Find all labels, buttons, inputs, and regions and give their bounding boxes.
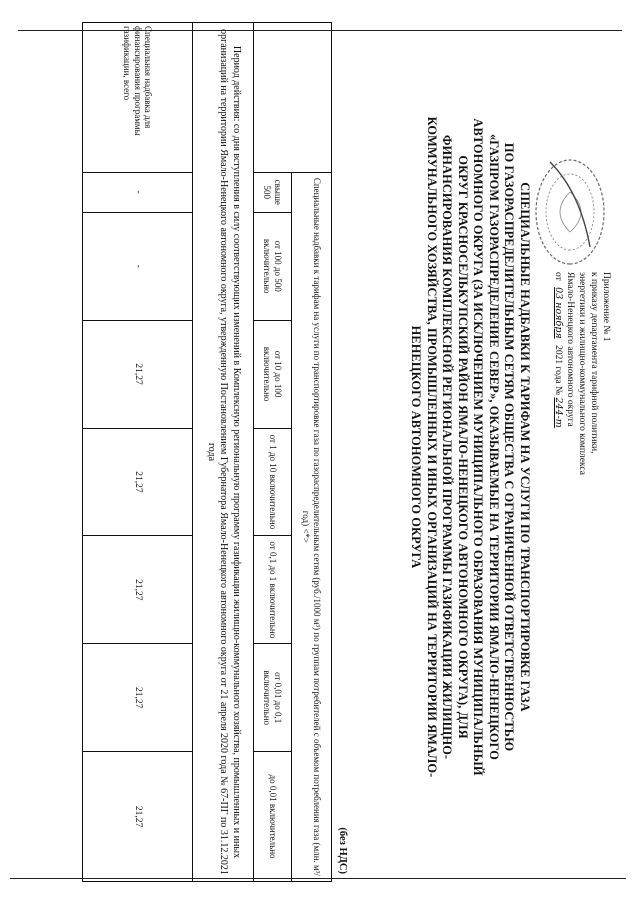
rotated-document-page	[20, 12, 620, 892]
vat-note: (без НДС)	[337, 827, 348, 874]
title-line: НЕНЕЦКОГО АВТОНОМНОГО ОКРУГА	[409, 325, 424, 569]
group-header: до 0,01 включительно	[254, 752, 292, 882]
table-header-main: Специальные надбавки к тарифам на услуги по транспортировке газа по газораспределительным сетям (руб./1000 м³) по группам потребителей с объемом потребления газа (млн. м³/год) <*>	[292, 172, 332, 881]
date-prefix: от	[553, 272, 563, 281]
table-cell: -	[83, 172, 193, 212]
group-header: от 10 до 100 включительно	[254, 320, 292, 428]
appendix-block	[552, 272, 612, 602]
appendix-line: энергетики и жилищно-коммунального комплекса	[577, 272, 587, 475]
table-cell: 21,27	[83, 752, 193, 882]
appendix-line: к приказу департамента тарифной политики,	[589, 272, 599, 454]
document-title	[408, 42, 532, 852]
title-line: ОКРУГ КРАСНОСЕЛЬКУПСКИЙ РАЙОН ЯМАЛО-НЕНЕЦКОГО АВТОНОМНОГО ОКРУГА), ДЛЯ	[456, 155, 470, 739]
table-cell: 21,27	[83, 644, 193, 752]
group-header: от 0,01 до 0,1 включительно	[254, 644, 292, 752]
group-header: от 100 до 500 включительно	[254, 212, 292, 320]
official-seal-stamp	[530, 152, 610, 272]
appendix-line: Приложение № 1	[601, 272, 611, 342]
table-cell: 21,27	[83, 428, 193, 536]
title-line: АВТОНОМНОГО ОКРУГА (ЗА ИСКЛЮЧЕНИЕМ МУНИЦИПАЛЬНОГО ОБРАЗОВАНИЯ МУНИЦИПАЛЬНЫЙ	[471, 118, 486, 776]
group-header: свыше 500	[254, 172, 292, 212]
appendix-line: Ямало-Ненецкого автономного округа	[565, 272, 575, 427]
empty-corner-cell	[254, 23, 332, 173]
title-line: ПО ГАЗОРАСПРЕДЕЛИТЕЛЬНЫМ СЕТЯМ ОБЩЕСТВА С ОГРАНИЧЕННОЙ ОТВЕТСТВЕННОСТЬЮ	[502, 142, 517, 752]
row-label: Специальная надбавка для финансирования программы газификации, всего	[83, 23, 193, 173]
date-handwritten: 03 ноября	[553, 287, 564, 339]
title-line: «ГАЗПРОМ ГАЗОРАСПРЕДЕЛЕНИЕ СЕВЕР», ОКАЗЫВАЕМЫЕ НА ТЕРРИТОРИИ ЯМАЛО-НЕНЕЦКОГО	[487, 133, 501, 761]
title-line: ФИНАНСИРОВАНИЯ КОМПЛЕКСНОЙ РЕГИОНАЛЬНОЙ ПРОГРАММЫ ГАЗИФИКАЦИИ ЖИЛИЩНО-	[440, 134, 455, 760]
validity-period: Период действия: со дня вступления в силу соответствующих изменений в Комплексную региональную программу газификации жилищно-коммунального хозяйства, промышленных и иных организаций на территории Ямало-Ненецкого автономного округа, утвержденную Постановлением Губернатора Ямало-Ненецкого автономного округа от 21 апреля 2020 года № 67-ПГ по 31.12.2021 года	[193, 23, 254, 882]
table-cell: -	[83, 212, 193, 320]
title-line: КОММУНАЛЬНОГО ХОЗЯЙСТВА, ПРОМЫШЛЕННЫХ И ИНЫХ ОРГАНИЗАЦИЙ НА ТЕРРИТОРИИ ЯМАЛО-	[425, 116, 439, 778]
table-cell: 21,27	[83, 320, 193, 428]
appendix-date-line	[552, 272, 564, 602]
date-year: 2021 года	[553, 345, 563, 384]
number-handwritten: 244-т	[553, 397, 564, 428]
group-header: от 1 до 10 включительно	[254, 428, 292, 536]
number-prefix: №	[553, 386, 563, 396]
table-cell: 21,27	[83, 536, 193, 644]
group-header: от 0,1 до 1 включительно	[254, 536, 292, 644]
title-line: СПЕЦИАЛЬНЫЕ НАДБАВКИ К ТАРИФАМ НА УСЛУГИ ПО ТРАНСПОРТИРОВКЕ ГАЗА	[518, 182, 532, 712]
tariff-table	[82, 22, 332, 882]
